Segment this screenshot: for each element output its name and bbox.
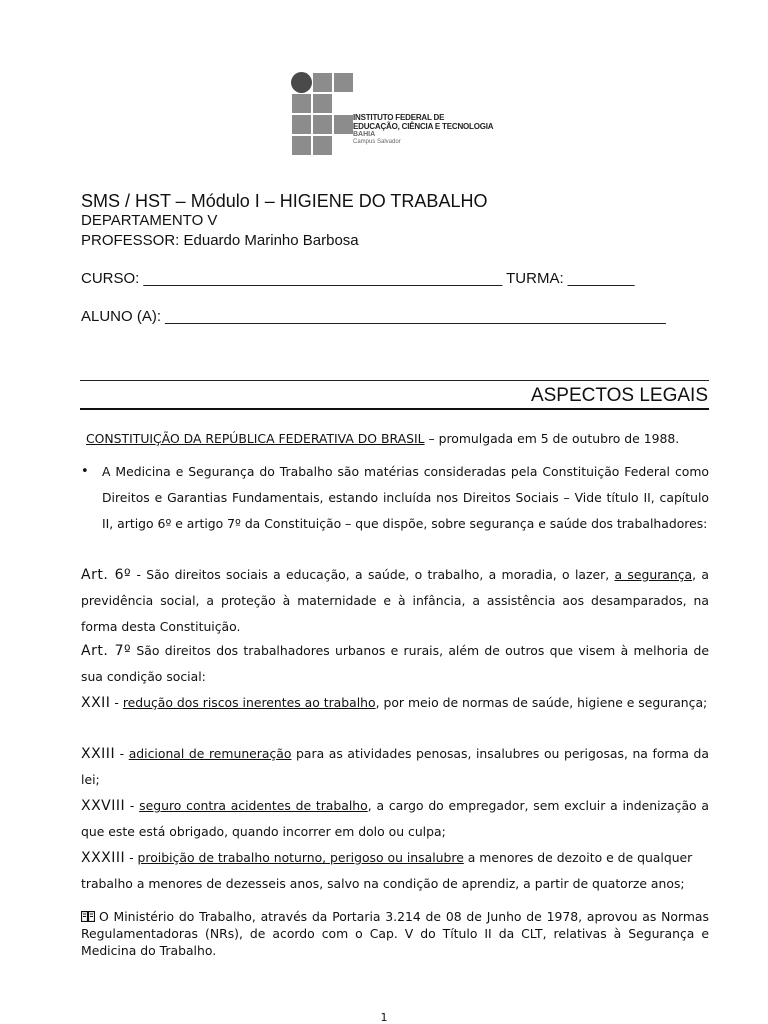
bullet-icon: • (81, 464, 89, 479)
item-xxiii-text: para as atividades penosas, insalubres ou perigosas, na forma da lei; (81, 746, 709, 787)
item-xxviii-highlight: seguro contra acidentes de trabalho (139, 798, 368, 813)
article-6 (81, 562, 709, 640)
logo-text (353, 113, 493, 146)
professor-name: Eduardo Marinho Barbosa (179, 232, 359, 249)
logo-line-2: EDUCAÇÃO, CIÊNCIA E TECNOLOGIA (353, 122, 494, 132)
logo-line-1: INSTITUTO FEDERAL DE (353, 113, 445, 122)
constitution-title: CONSTITUIÇÃO DA REPÚBLICA FEDERATIVA DO BRASIL (86, 431, 425, 446)
item-xxiii (81, 741, 709, 793)
section-top-rule (80, 380, 709, 381)
article-7-text: São direitos dos trabalhadores urbanos e rurais, além de outros que visem à melhoria de sua condição social: (81, 643, 709, 684)
article-6-text-2: , a previdência social, a proteção à maternidade e à infância, a assistência aos desamparados, na forma desta Constituição. (81, 567, 710, 634)
section-title: ASPECTOS LEGAIS (530, 385, 708, 406)
item-xxiii-highlight: adicional de remuneração (128, 746, 292, 761)
logo-grid-icon (291, 72, 353, 158)
bullet-text: A Medicina e Segurança do Trabalho são matérias consideradas pela Constituição Federal como Direitos e Garantias Fundamentais, estando incluída nos Direitos Sociais – Vide título II, capítulo II, artigo 6º e artigo 7º da Constituição – que dispõe, sobre segurança e saúde dos trabalhadores: (102, 464, 709, 531)
item-xxviii-separator: - (125, 798, 140, 813)
item-xxxiii-label: XXXIII (81, 850, 126, 866)
item-xxviii (81, 793, 709, 845)
aluno-field: ALUNO (A): ____________________________________________________________ (81, 308, 666, 325)
institute-logo (291, 72, 511, 158)
section-bottom-rule (80, 408, 709, 410)
item-xxviii-text: , a cargo do empregador, sem excluir a indenização a que este está obrigado, quando incorrer em dolo ou culpa; (81, 798, 709, 839)
professor-label: PROFESSOR: (81, 232, 180, 249)
department: DEPARTAMENTO V (81, 212, 218, 229)
item-xxii-separator: - (110, 695, 123, 710)
item-xxxiii (81, 845, 709, 897)
item-xxii-text: , por meio de normas de saúde, higiene e segurança; (375, 695, 708, 710)
article-6-label: Art. 6º (81, 567, 132, 583)
item-xxii (81, 690, 709, 716)
item-xxviii-label: XXVIII (81, 798, 126, 814)
curso-turma-field: CURSO: ___________________________________________ TURMA: ________ (81, 270, 635, 287)
article-7-label: Art. 7º (81, 643, 132, 659)
article-6-text-1: - São direitos sociais a educação, a saúde, o trabalho, a moradia, o lazer, (131, 567, 615, 582)
logo-line-4: Campus Salvador (353, 139, 401, 146)
item-xxxiii-separator: - (125, 850, 138, 865)
professor-line (81, 232, 359, 249)
item-xxxiii-highlight: proibição de trabalho noturno, perigoso ou insalubre (137, 850, 464, 865)
book-icon (81, 911, 95, 922)
article-6-highlight: a segurança (614, 567, 693, 582)
item-xxiii-label: XXIII (81, 746, 116, 762)
ministerio-note (81, 908, 709, 959)
article-7 (81, 638, 709, 690)
ministerio-text: O Ministério do Trabalho, através da Portaria 3.214 de 08 de Junho de 1978, aprovou as Normas Regulamentadoras (NRs), de acordo com o Cap. V do Título II da CLT, relativas à Segurança e Medicina do Trabalho. (81, 909, 709, 958)
item-xxiii-separator: - (115, 746, 129, 761)
constitution-date: – promulgada em 5 de outubro de 1988. (424, 431, 680, 446)
item-xxii-label: XXII (81, 695, 111, 711)
logo-line-3: BAHIA (353, 131, 376, 139)
item-xxxiii-text: a menores de dezoito e de qualquer trabalho a menores de dezesseis anos, salvo na condição de aprendiz, a partir de quatorze anos; (81, 850, 693, 891)
document-title: SMS / HST – Módulo I – HIGIENE DO TRABALHO (81, 191, 488, 211)
constitution-line (86, 426, 709, 452)
item-xxii-highlight: redução dos riscos inerentes ao trabalho (122, 695, 376, 710)
page-number: 1 (380, 1011, 388, 1024)
